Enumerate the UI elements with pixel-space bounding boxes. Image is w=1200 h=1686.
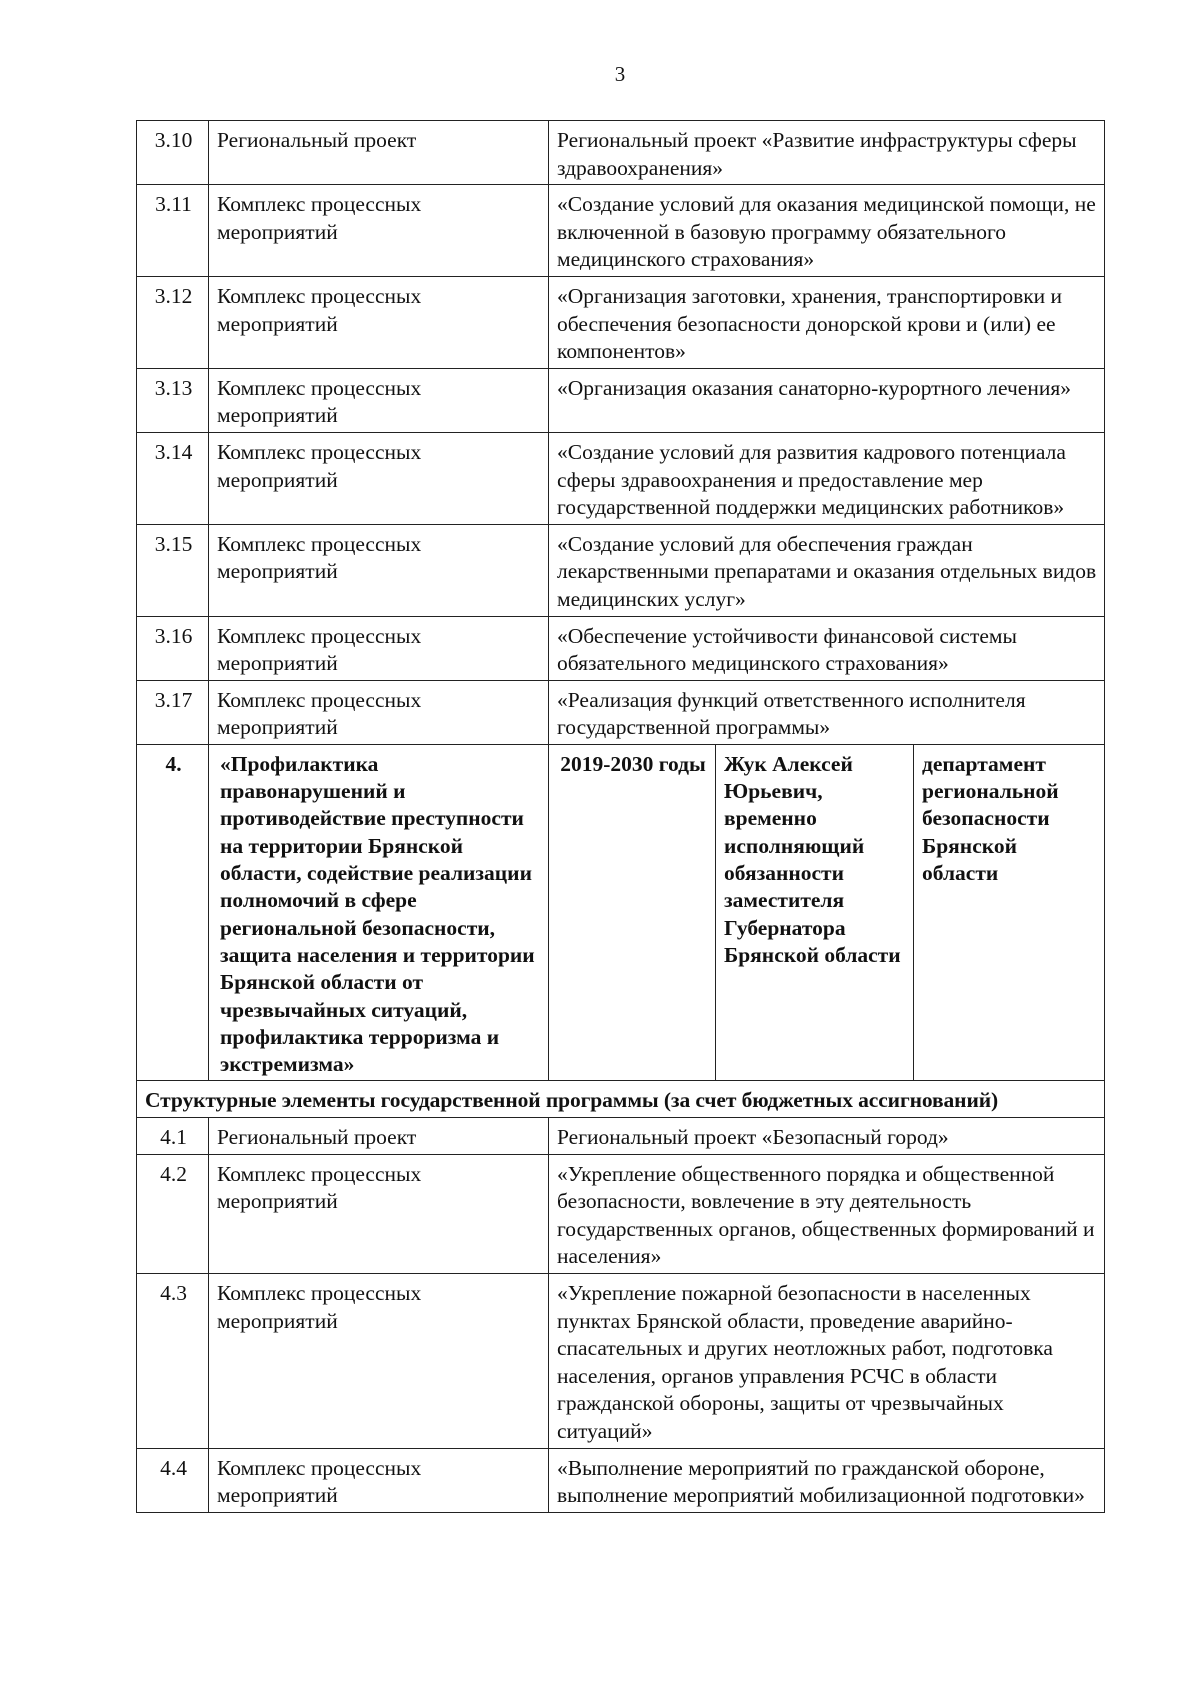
row-element-name: «Создание условий для развития кадрового потенциала сферы здравоохранения и предоставление мер государственной поддержки медицинских работников» [549,432,1105,524]
row-number: 3.10 [137,121,209,185]
row-number: 3.14 [137,432,209,524]
row-element-type: Комплекс процессных мероприятий [209,432,549,524]
row-element-type: Региональный проект [209,1118,549,1155]
row-element-type: Комплекс процессных мероприятий [209,680,549,744]
row-element-name: «Укрепление пожарной безопасности в населенных пунктах Брянской области, проведение аварийно-спасательных и других неотложных работ, подготовка населения, органов управления РСЧС в области гражданской обороны, защиты от чрезвычайных ситуаций» [549,1274,1105,1449]
row-element-type: Региональный проект [209,121,549,185]
row-number: 3.17 [137,680,209,744]
program-executor: департамент региональной безопасности Брянской области [914,744,1105,1081]
row-element-name: «Укрепление общественного порядка и общественной безопасности, вовлечение в эту деятельность государственных органов, общественных формирований и населения» [549,1154,1105,1273]
table-row [137,1154,1105,1273]
row-element-name: «Создание условий для обеспечения граждан лекарственными препаратами и оказания отдельных видов медицинских услуг» [549,524,1105,616]
row-number: 3.16 [137,616,209,680]
row-element-name: «Организация заготовки, хранения, транспортировки и обеспечения безопасности донорской крови и (или) ее компонентов» [549,276,1105,368]
row-element-name: «Выполнение мероприятий по гражданской обороне, выполнение мероприятий мобилизационной подготовки» [549,1448,1105,1512]
program-number: 4. [137,744,209,1081]
row-number: 3.12 [137,276,209,368]
table-row [137,121,1105,185]
row-number: 4.1 [137,1118,209,1155]
section-header: Структурные элементы государственной программы (за счет бюджетных ассигнований) [137,1081,1105,1118]
table-row [137,185,1105,277]
row-element-type: Комплекс процессных мероприятий [209,185,549,277]
row-number: 3.15 [137,524,209,616]
program-period: 2019-2030 годы [549,744,716,1081]
page-number: 3 [614,62,626,86]
table-body-upper [137,121,1105,745]
table-row [137,432,1105,524]
row-element-type: Комплекс процессных мероприятий [209,1154,549,1273]
row-element-name: «Обеспечение устойчивости финансовой системы обязательного медицинского страхования» [549,616,1105,680]
row-element-name: Региональный проект «Безопасный город» [549,1118,1105,1155]
row-element-type: Комплекс процессных мероприятий [209,524,549,616]
row-number: 4.3 [137,1274,209,1449]
table-body-lower [137,1118,1105,1513]
row-number: 4.4 [137,1448,209,1512]
section-header-row [137,1081,1105,1118]
table-row [137,680,1105,744]
program-curator: Жук Алексей Юрьевич, временно исполняющий обязанности заместителя Губернатора Брянской области [716,744,914,1081]
table-row [137,616,1105,680]
program-title: «Профилактика правонарушений и противодействие преступности на территории Брянской области, содействие реализации полномочий в сфере региональной безопасности, защита населения и территории Брянской области от чрезвычайных ситуаций, профилактика терроризма и экстремизма» [209,744,549,1081]
row-element-name: «Создание условий для оказания медицинской помощи, не включенной в базовую программу обязательного медицинского страхования» [549,185,1105,277]
row-number: 3.13 [137,368,209,432]
row-number: 3.11 [137,185,209,277]
table-body-program [137,744,1105,1117]
row-element-type: Комплекс процессных мероприятий [209,276,549,368]
table-row [137,368,1105,432]
table-row [137,1274,1105,1449]
program-structure-table [136,120,1105,1513]
program-row [137,744,1105,1081]
row-element-name: «Реализация функций ответственного исполнителя государственной программы» [549,680,1105,744]
table-row [137,524,1105,616]
row-element-name: «Организация оказания санаторно-курортного лечения» [549,368,1105,432]
table-row [137,276,1105,368]
row-element-type: Комплекс процессных мероприятий [209,1448,549,1512]
row-number: 4.2 [137,1154,209,1273]
row-element-type: Комплекс процессных мероприятий [209,368,549,432]
table-row [137,1118,1105,1155]
table-row [137,1448,1105,1512]
row-element-name: Региональный проект «Развитие инфраструктуры сферы здравоохранения» [549,121,1105,185]
row-element-type: Комплекс процессных мероприятий [209,1274,549,1449]
row-element-type: Комплекс процессных мероприятий [209,616,549,680]
